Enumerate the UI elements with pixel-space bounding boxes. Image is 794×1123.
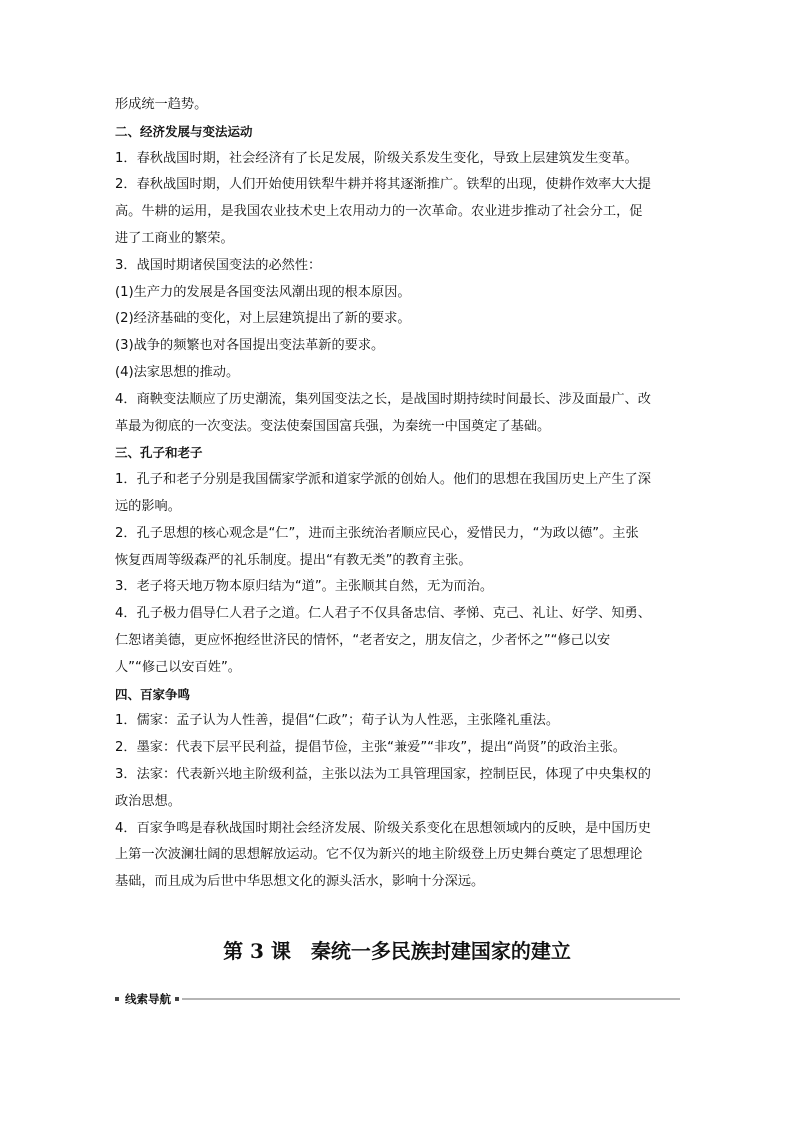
text-line: 4．百家争鸣是春秋战国时期社会经济发展、阶级关系变化在思想领域内的反映，是中国历史 [115, 820, 651, 836]
section-heading: 四、百家争鸣 [115, 686, 191, 702]
text-line: 高。牛耕的运用，是我国农业技术史上农用动力的一次革命。农业进步推动了社会分工，促 [115, 204, 643, 220]
text-line: 4．商鞅变法顺应了历史潮流，集列国变法之长，是战国时期持续时间最长、涉及面最广、改 [115, 391, 651, 407]
section-heading: 二、经济发展与变法运动 [115, 123, 253, 139]
text-line: 4．孔子极力倡导仁人君子之道。仁人君子不仅具备忠信、孝悌、克己、礼让、好学、知勇、 [115, 606, 651, 622]
text-line: 2．墨家：代表下层平民利益，提倡节俭，主张“兼爱”“非攻”，提出“尚贤”的政治主张。 [115, 740, 626, 756]
text-line: 上第一次波澜壮阔的思想解放运动。它不仅为新兴的地主阶级登上历史舞台奠定了思想理论 [115, 847, 643, 863]
text-line: 远的影响。 [115, 498, 181, 514]
text-line: (2)经济基础的变化，对上层建筑提出了新的要求。 [115, 311, 411, 327]
text-line: 1．孔子和老子分别是我国儒家学派和道家学派的创始人。他们的思想在我国历史上产生了深 [115, 472, 651, 488]
text-line: 仁恕诸美德，更应怀抱经世济民的情怀，“老者安之，朋友信之，少者怀之”“修己以安 [115, 632, 611, 648]
text-line: (4)法家思想的推动。 [115, 364, 240, 380]
text-line: 恢复西周等级森严的礼乐制度。提出“有教无类”的教育主张。 [115, 552, 472, 568]
text-line: 3．战国时期诸侯国变法的必然性： [115, 257, 322, 273]
lesson-title: 第 3 课 秦统一多民族封建国家的建立 [223, 939, 571, 963]
text-line: 2．春秋战国时期，人们开始使用铁犁牛耕并将其逐渐推广。铁犁的出现，使耕作效率大大提 [115, 177, 651, 193]
square-bullet-icon [115, 997, 119, 1001]
section-header-bar [115, 990, 680, 1008]
text-line: 基础，而且成为后世中华思想文化的源头活水，影响十分深远。 [115, 874, 485, 890]
divider-rule [182, 998, 680, 1000]
text-line: 1．春秋战国时期，社会经济有了长足发展，阶级关系发生变化，导致上层建筑发生变革。 [115, 150, 638, 166]
body-text [115, 92, 685, 896]
square-bullet-icon [175, 997, 179, 1001]
text-line: 人”“修己以安百姓”。 [115, 659, 241, 675]
section-label: 线索导航 [125, 992, 171, 1006]
section-heading: 三、孔子和老子 [115, 445, 203, 461]
text-line: 3．法家：代表新兴地主阶级利益，主张以法为工具管理国家，控制臣民，体现了中央集权的 [115, 766, 651, 782]
text-line: 2．孔子思想的核心观念是“仁”，进而主张统治者顺应民心，爱惜民力，“为政以德”。主张 [115, 525, 639, 541]
text-line: 进了工商业的繁荣。 [115, 230, 234, 246]
text-line: 革最为彻底的一次变法。变法使秦国国富兵强，为秦统一中国奠定了基础。 [115, 418, 551, 434]
text-line: 政治思想。 [115, 793, 181, 809]
text-line: 3．老子将天地万物本原归结为“道”。主张顺其自然，无为而治。 [115, 579, 494, 595]
text-line: (1)生产力的发展是各国变法风潮出现的根本原因。 [115, 284, 411, 300]
text-line: (3)战争的频繁也对各国提出变法革新的要求。 [115, 338, 385, 354]
text-line: 形成统一趋势。 [115, 97, 208, 112]
text-line: 1．儒家：孟子认为人性善，提倡“仁政”；荀子认为人性恶，主张隆礼重法。 [115, 713, 560, 729]
